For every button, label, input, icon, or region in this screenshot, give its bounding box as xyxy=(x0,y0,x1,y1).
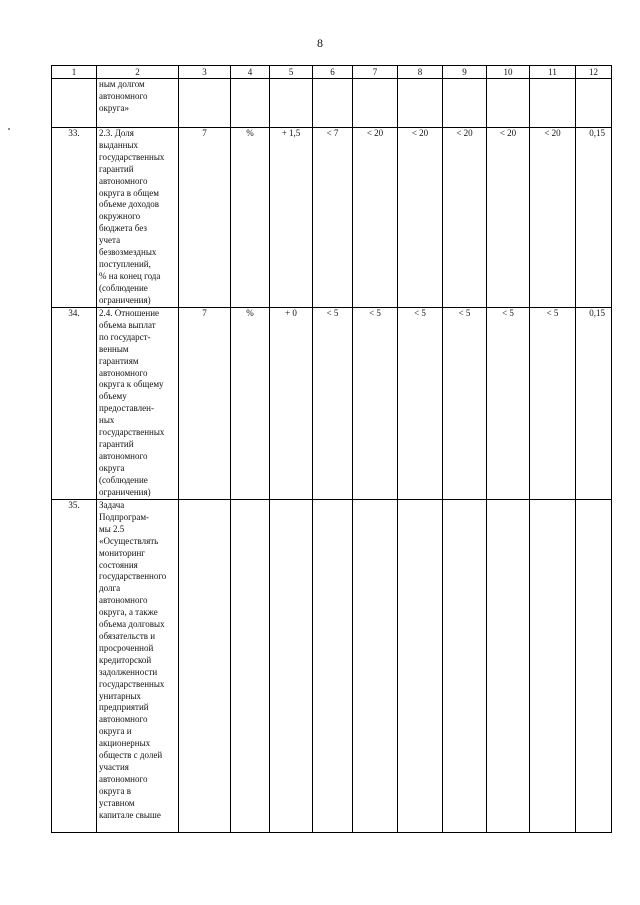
table-cell: < 5 xyxy=(487,308,530,500)
page-number: 8 xyxy=(317,36,323,50)
column-header: 8 xyxy=(398,66,443,79)
table-cell xyxy=(270,500,313,833)
row-number: 35. xyxy=(52,500,97,833)
table-cell: 0,15 xyxy=(576,128,612,308)
table-cell xyxy=(179,500,231,833)
table-cell xyxy=(353,500,398,833)
table-cell xyxy=(313,500,353,833)
row-number: 33. xyxy=(52,128,97,308)
row-number: 34. xyxy=(52,308,97,500)
column-header: 12 xyxy=(576,66,612,79)
table-cell: 0,15 xyxy=(576,308,612,500)
indicator-text: ным долгом автономного округа» xyxy=(97,79,179,128)
table-cell xyxy=(313,79,353,128)
table-cell xyxy=(443,79,487,128)
column-header: 9 xyxy=(443,66,487,79)
table-cell: + 1,5 xyxy=(270,128,313,308)
table-cell xyxy=(443,500,487,833)
column-header: 11 xyxy=(530,66,576,79)
indicator-text: 2.3. Доля выданных государственных гарантий автономного округа в общем объеме доходов окружного бюджета без учета безвозмездных поступлений, % на конец года (соблюдение ограничения) xyxy=(97,128,179,308)
table-cell xyxy=(179,79,231,128)
table-cell: < 7 xyxy=(313,128,353,308)
table-cell: < 5 xyxy=(313,308,353,500)
table-header-row xyxy=(52,66,612,79)
table-cell: < 5 xyxy=(353,308,398,500)
table-row xyxy=(52,308,612,500)
table-cell xyxy=(530,79,576,128)
column-header: 1 xyxy=(52,66,97,79)
table-cell xyxy=(398,500,443,833)
column-header: 7 xyxy=(353,66,398,79)
column-header: 3 xyxy=(179,66,231,79)
column-header: 5 xyxy=(270,66,313,79)
table-row xyxy=(52,500,612,833)
table-cell: < 5 xyxy=(530,308,576,500)
indicator-text: Задача Подпрограм- мы 2.5 «Осуществлять мониторинг состояния государственного долга автономного округа, а также объема долговых обязательств и просроченной кредиторской задолженности государственных унитарных предприятий автономного округа и акционерных обществ с долей участия автономного округа в уставном капитале свыше xyxy=(97,500,179,833)
row-number xyxy=(52,79,97,128)
table-row xyxy=(52,79,612,128)
table-cell xyxy=(487,79,530,128)
table-cell: % xyxy=(231,128,270,308)
column-header: 10 xyxy=(487,66,530,79)
table-cell xyxy=(231,79,270,128)
table-cell: < 5 xyxy=(443,308,487,500)
table-cell xyxy=(270,79,313,128)
table-cell xyxy=(398,79,443,128)
table-row xyxy=(52,128,612,308)
table-cell: 7 xyxy=(179,308,231,500)
table-cell: < 20 xyxy=(398,128,443,308)
indicator-text: 2.4. Отношение объема выплат по государст- венным гарантиям автономного округа к общему объему предоставлен- ных государственных гарантий автономного округа (соблюдение ограничения) xyxy=(97,308,179,500)
table-cell xyxy=(576,79,612,128)
table-cell xyxy=(231,500,270,833)
table-cell: < 20 xyxy=(530,128,576,308)
table-cell xyxy=(530,500,576,833)
table-cell: < 20 xyxy=(443,128,487,308)
table-cell xyxy=(353,79,398,128)
table-cell: < 20 xyxy=(353,128,398,308)
table-cell: < 5 xyxy=(398,308,443,500)
table-cell: < 20 xyxy=(487,128,530,308)
table-cell: 7 xyxy=(179,128,231,308)
column-header: 2 xyxy=(97,66,179,79)
table-cell xyxy=(576,500,612,833)
table-cell: + 0 xyxy=(270,308,313,500)
indicators-table xyxy=(51,65,612,833)
column-header: 6 xyxy=(313,66,353,79)
margin-mark xyxy=(8,128,10,130)
column-header: 4 xyxy=(231,66,270,79)
table-cell xyxy=(487,500,530,833)
table-cell: % xyxy=(231,308,270,500)
